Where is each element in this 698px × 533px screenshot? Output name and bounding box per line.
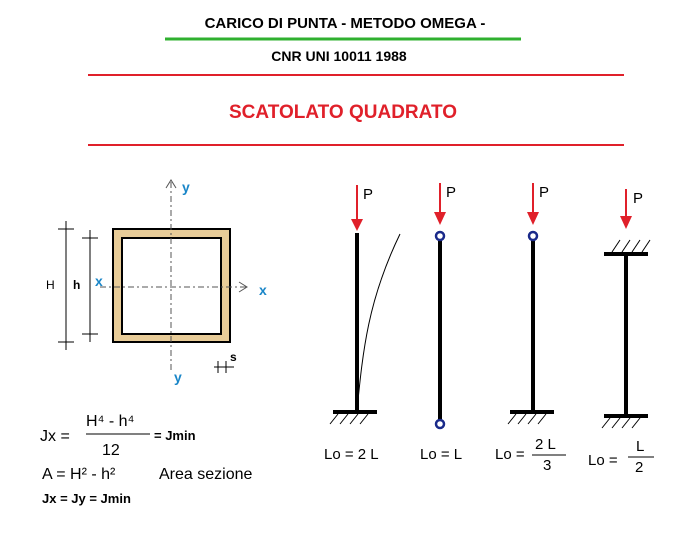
formulas xyxy=(40,413,252,506)
axis-y-top-label: y xyxy=(182,179,190,195)
length-label: Lo = 2 L xyxy=(324,446,379,463)
equality-formula: Jx = Jy = Jmin xyxy=(42,491,131,506)
ground-hatch xyxy=(602,418,640,428)
area-label: Area sezione xyxy=(159,466,253,483)
area-formula: A = H² - h² xyxy=(42,466,116,483)
axis-y-bottom-label: y xyxy=(174,369,182,385)
jx-suffix: = Jmin xyxy=(154,428,196,443)
dim-H-label: H xyxy=(46,278,55,292)
axis-x-right-label: x xyxy=(259,282,267,298)
ground-hatch xyxy=(330,414,368,424)
axis-x-left-label: x xyxy=(95,273,103,289)
dim-h-label: h xyxy=(73,278,81,292)
load-arrow-head xyxy=(434,212,446,225)
load-arrow-head xyxy=(527,212,539,225)
hinge-bottom xyxy=(436,420,444,428)
buckled-shape xyxy=(357,234,400,410)
load-label: P xyxy=(446,184,457,201)
column-case-1 xyxy=(324,185,400,463)
header-title: CARICO DI PUNTA - METODO OMEGA - xyxy=(204,15,486,32)
length-numerator: 2 L xyxy=(535,436,556,453)
column-case-4 xyxy=(588,189,654,476)
load-label: P xyxy=(633,190,644,207)
box-section-drawing xyxy=(46,179,267,385)
length-denominator: 3 xyxy=(543,457,552,474)
load-arrow-head xyxy=(620,216,632,229)
top-hatch xyxy=(612,240,650,252)
length-numerator: L xyxy=(636,438,645,455)
jx-denominator: 12 xyxy=(102,442,120,459)
ground-hatch xyxy=(508,414,546,424)
hinge-top xyxy=(529,232,537,240)
jx-numerator: H⁴ - h⁴ xyxy=(86,413,135,430)
length-prefix: Lo = xyxy=(588,452,618,469)
length-label: Lo = L xyxy=(420,446,463,463)
hinge-top xyxy=(436,232,444,240)
column-case-2 xyxy=(420,183,462,463)
load-label: P xyxy=(363,186,374,203)
length-denominator: 2 xyxy=(635,459,644,476)
load-arrow-head xyxy=(351,219,363,231)
jx-prefix: Jx = xyxy=(40,428,70,445)
column-case-3 xyxy=(495,183,566,474)
section-title: SCATOLATO QUADRATO xyxy=(229,102,457,123)
load-label: P xyxy=(539,184,550,201)
dim-s-label: s xyxy=(230,350,237,364)
norm-reference: CNR UNI 10011 1988 xyxy=(271,48,407,64)
length-prefix: Lo = xyxy=(495,446,525,463)
